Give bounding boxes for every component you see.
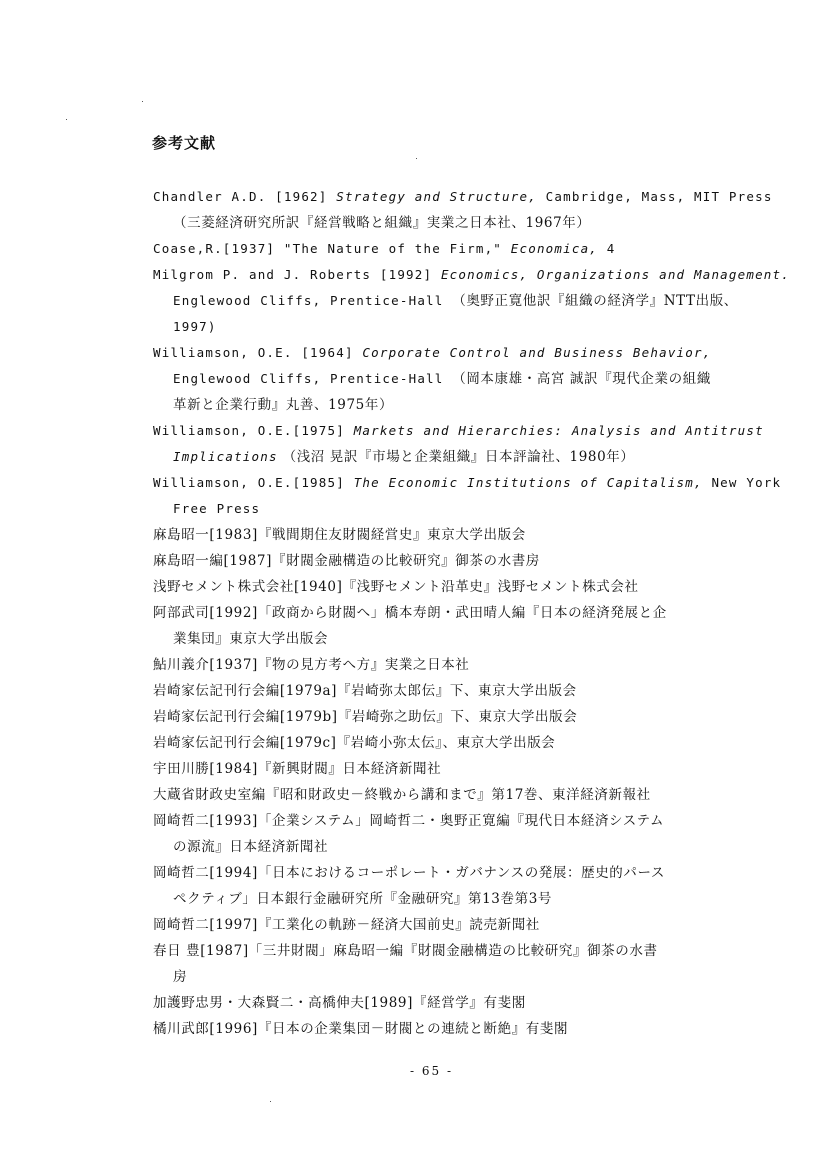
reference-line [153,210,718,236]
reference-text: 岩崎家伝記刊行会編[1979a]『岩崎弥太郎伝』下、東京大学出版会 [153,683,577,699]
reference-line [153,782,718,808]
reference-text: 房 [173,969,188,985]
scan-speck [66,119,67,120]
reference-line [153,938,718,964]
reference-line [153,184,773,210]
reference-line [153,808,718,834]
reference-line [153,548,718,574]
reference-text: 麻島昭一[1983]『戦間期住友財閥経営史』東京大学出版会 [153,527,526,543]
reference-text: 浅野セメント株式会社[1940]『浅野セメント沿革史』浅野セメント株式会社 [153,579,639,595]
reference-text: Free Press [173,501,261,516]
reference-text: Williamson, O.E.[1975] [153,423,354,438]
reference-text: 橘川武郎[1996]『日本の企業集団－財閥との連続と断絶』有斐閣 [153,1021,569,1037]
reference-text: 4 [598,241,616,256]
reference-line [153,314,718,340]
reference-text: Cambridge, Mass, MIT Press [536,189,773,204]
reference-text: Coase,R.[1937] "The Nature of the Firm," [153,241,511,256]
reference-text: 阿部武司[1992]「政商から財閥へ」橋本寿朗・武田晴人編『日本の経済発展と企 [153,605,667,621]
reference-line [153,340,718,366]
reference-text: ペクティブ」日本銀行金融研究所『金融研究』第13巻第3号 [173,891,552,907]
scan-speck [416,158,417,159]
page-heading: 参考文献 [152,134,217,152]
reference-text: Chandler A.D. [1962] [153,189,337,204]
reference-line [153,444,718,470]
reference-line [153,860,718,886]
reference-text: The Economic Institutions of Capitalism, [353,475,703,490]
reference-text: 春日 豊[1987]「三井財閥」麻島昭一編『財閥金融構造の比較研究』御茶の水書 [153,943,658,959]
reference-text: 大蔵省財政史室編『昭和財政史－終戦から講和まで』第17巻、東洋経済新報社 [153,787,651,803]
reference-line [153,392,718,418]
reference-text: Milgrom P. and J. Roberts [1992] [153,267,441,282]
reference-text: 業集団』東京大学出版会 [173,631,329,647]
reference-text: 1997) [173,319,217,334]
reference-text: 鮎川義介[1937]『物の見方考へ方』実業之日本社 [153,657,470,673]
reference-text: Strategy and Structure, [336,189,537,204]
reference-text: Markets and Hierarchies: Analysis and Antitrust [353,423,764,438]
reference-text: Englewood Cliffs, Prentice-Hall [173,371,453,386]
reference-line [153,288,738,314]
reference-text: 岡崎哲二[1993]「企業システム」岡崎哲二・奥野正寛編『現代日本経済システム [153,813,665,829]
reference-text: （岡本康雄・高宮 誠訳『現代企業の組織 [452,371,711,387]
reference-text: Implications [173,449,278,464]
reference-text: （浅沼 晃訳『市場と企業組織』日本評論社、1980年） [277,449,635,465]
reference-line [153,262,790,288]
reference-list [153,184,790,1042]
reference-line [153,522,718,548]
reference-line [153,756,718,782]
reference-text: 革新と企業行動』丸善、1975年） [173,397,394,413]
reference-text: 麻島昭一編[1987]『財閥金融構造の比較研究』御茶の水書房 [153,553,540,569]
reference-line [153,886,718,912]
reference-text: 岡崎哲二[1994]「日本におけるコーポレート・ガバナンスの発展：歴史的パース [153,865,666,881]
reference-line [153,652,718,678]
reference-text: 岩崎家伝記刊行会編[1979b]『岩崎弥之助伝』下、東京大学出版会 [153,709,578,725]
reference-line [153,678,718,704]
reference-line [153,418,764,444]
reference-text: Williamson, O.E. [1964] [153,345,363,360]
reference-text: 加護野忠男・大森賢二・高橋伸夫[1989]『経営学』有斐閣 [153,995,526,1011]
scan-speck [142,101,143,102]
reference-line [153,834,718,860]
reference-text: Williamson, O.E.[1985] [153,475,354,490]
reference-line [153,990,718,1016]
reference-line [153,704,718,730]
reference-line [153,496,718,522]
reference-text: の源流』日本経済新聞社 [173,839,329,855]
reference-line [153,626,718,652]
scan-speck [270,1101,271,1102]
reference-line [153,912,718,938]
reference-line [153,366,718,392]
page-number: - 65 - [410,1064,454,1078]
reference-text: 岩崎家伝記刊行会編[1979c]『岩崎小弥太伝』、東京大学出版会 [153,735,556,751]
reference-text: Corporate Control and Business Behavior, [362,345,712,360]
reference-text: （三菱経済研究所訳『経営戦略と組織』実業之日本社、1967年） [173,215,591,231]
reference-text: New York [702,475,782,490]
reference-line [153,236,718,262]
reference-text: 岡崎哲二[1997]『工業化の軌跡－経済大国前史』読売新聞社 [153,917,540,933]
reference-line [153,600,718,626]
reference-line [153,730,718,756]
reference-text: 宇田川勝[1984]『新興財閥』日本経済新聞社 [153,761,442,777]
reference-text: Englewood Cliffs, Prentice-Hall [173,293,453,308]
reference-line [153,574,718,600]
reference-text: （奥野正寛他訳『組織の経済学』NTT出版、 [452,293,738,309]
reference-line [153,964,718,990]
reference-line [153,470,782,496]
reference-line [153,1016,718,1042]
reference-text: Economics, Organizations and Management. [440,267,790,282]
reference-text: Economica, [510,241,599,256]
